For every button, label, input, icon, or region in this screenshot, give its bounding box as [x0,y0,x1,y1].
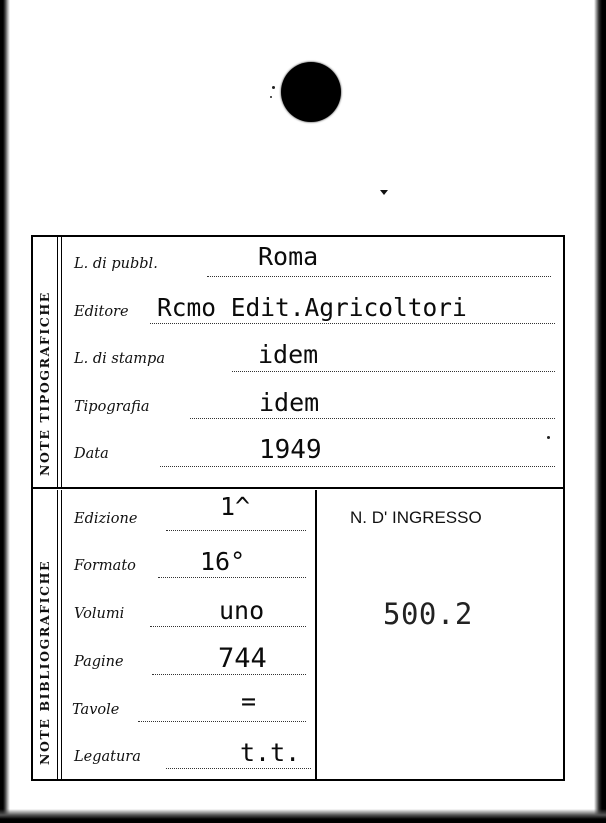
dotted-line [232,371,555,372]
field-label: Tipografia [74,399,150,415]
field-label: L. di pubbl. [74,256,158,272]
field-value: = [241,687,257,716]
ingresso-number: 500.2 [383,597,473,631]
dotted-line [166,530,306,531]
ingresso-divider [315,490,317,781]
field-value: idem [259,388,320,417]
field-value: 16° [200,547,246,576]
dotted-line [152,674,306,675]
side-rule [57,237,58,487]
section-divider [31,487,565,489]
scan-speck [272,86,275,89]
field-label: Edizione [74,511,138,527]
field-value: t.t. [240,738,301,767]
section-title-text: NOTE BIBLIOGRAFICHE [37,559,52,765]
dotted-line [138,721,306,722]
dotted-line [207,276,551,277]
field-label: Formato [74,558,136,574]
field-value: 744 [218,643,267,674]
field-label: Pagine [74,654,124,670]
field-value: 1949 [259,435,322,465]
dotted-line [150,323,555,324]
ingresso-title: N. D' INGRESSO [350,508,482,527]
card-notch-mark [380,190,388,195]
field-label: Tavole [72,702,120,718]
field-label: Editore [74,304,129,320]
dotted-line [160,466,555,467]
dotted-line [150,626,306,627]
dotted-line [166,768,311,769]
card-bottom-edge [0,809,606,823]
dotted-line [158,577,306,578]
field-label: L. di stampa [74,351,165,367]
field-value: 1^ [220,492,251,521]
punch-hole [281,62,341,122]
dotted-line [190,418,555,419]
side-rule [61,490,62,781]
field-label: Data [74,446,109,462]
section-title-text: NOTE TIPOGRAFICHE [37,291,52,476]
field-label: Volumi [74,606,125,622]
field-value: Rcmo Edit.Agricoltori [157,293,467,322]
field-value: idem [258,340,319,369]
field-label: Legatura [74,749,141,765]
side-rule [57,490,58,781]
side-rule [61,237,62,487]
field-value: uno [219,596,265,625]
scan-speck [270,96,272,98]
card-right-edge [594,0,606,823]
card-left-edge [0,0,10,823]
field-value: Roma [258,242,319,271]
